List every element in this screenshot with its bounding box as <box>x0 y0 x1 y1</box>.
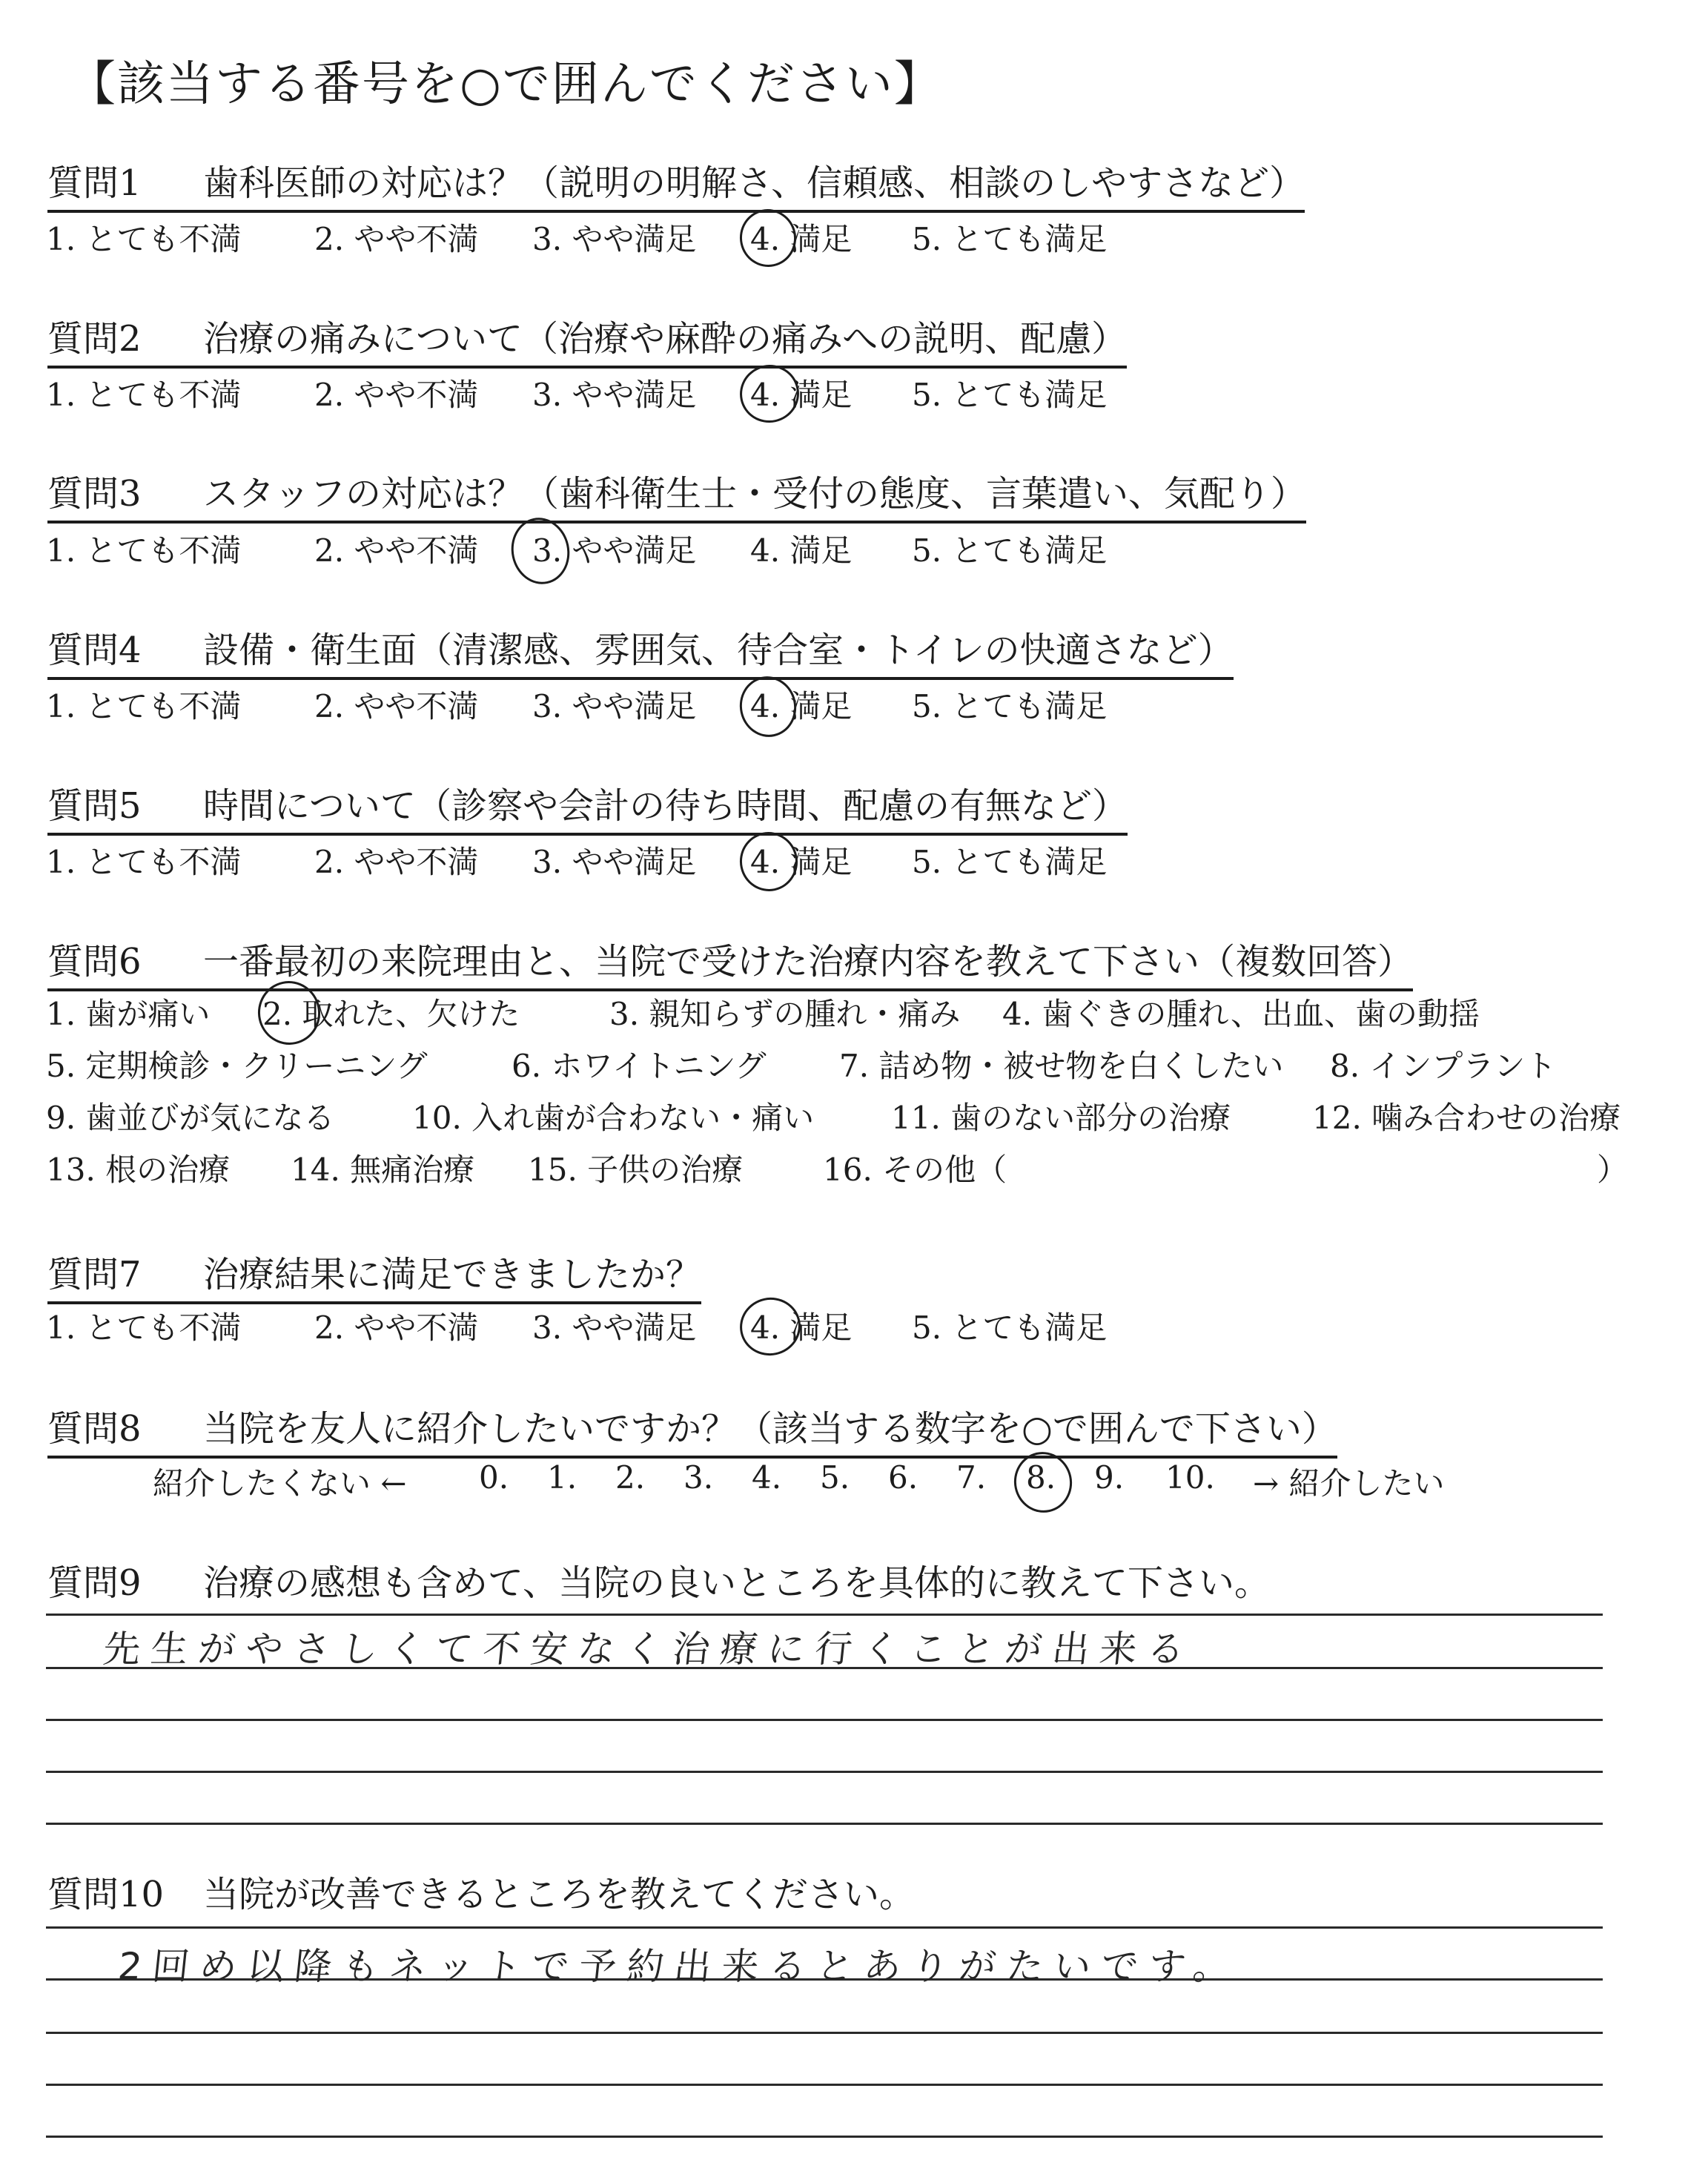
q3-option-2[interactable]: 2. やや不満 <box>314 532 479 569</box>
q8-option-5[interactable]: 5. <box>820 1459 850 1496</box>
q7-option-3[interactable]: 3. やや満足 <box>532 1309 697 1346</box>
q1-option-2[interactable]: 2. やや不満 <box>314 221 479 257</box>
question-6-text: 一番最初の来院理由と、当院で受けた治療内容を教えて下さい（複数回答） <box>203 941 1414 982</box>
question-10-text: 当院が改善できるところを教えてください。 <box>203 1874 916 1915</box>
question-8-label: 質問8 <box>47 1408 142 1450</box>
question-7-text: 治療結果に満足できましたか？ <box>203 1254 702 1295</box>
q3-option-5[interactable]: 5. とても満足 <box>912 532 1108 569</box>
q5-option-3[interactable]: 3. やや満足 <box>532 844 697 880</box>
question-4-label: 質問4 <box>47 630 142 671</box>
question-5-text: 時間について（診察や会計の待ち時間、配慮の有無など） <box>203 785 1128 827</box>
question-3-text: スタッフの対応は？（歯科衛生士・受付の態度、言葉遣い、気配り） <box>203 473 1307 515</box>
question-10-title <box>47 1866 915 1917</box>
question-6-label: 質問6 <box>47 941 142 982</box>
question-8-title <box>47 1400 1337 1459</box>
q9-answer-line-3 <box>46 1719 1603 1721</box>
question-2-label: 質問2 <box>47 318 142 360</box>
q8-option-2[interactable]: 2. <box>615 1459 646 1496</box>
q7-option-4[interactable]: 4. 満足 <box>750 1309 853 1346</box>
q6-option-6[interactable]: 6. ホワイトニング <box>512 1048 767 1084</box>
question-6-title <box>47 933 1413 991</box>
q3-option-3[interactable]: 3. やや満足 <box>532 532 697 569</box>
q3-selection-circle <box>505 512 575 589</box>
question-1-text: 歯科医師の対応は？（説明の明解さ、信頼感、相談のしやすさなど） <box>203 162 1305 204</box>
q6-option-7[interactable]: 7. 詰め物・被せ物を白くしたい <box>839 1048 1284 1084</box>
q7-option-5[interactable]: 5. とても満足 <box>912 1309 1108 1346</box>
q9-answer-line-1 <box>46 1614 1603 1616</box>
q8-left-label: 紹介したくない ← <box>153 1465 407 1502</box>
q10-answer-line-3 <box>46 2032 1603 2034</box>
question-9-text: 治療の感想も含めて、当院の良いところを具体的に教えて下さい。 <box>203 1562 1271 1604</box>
q9-handwritten-answer[interactable]: 先生がやさしくて不安なく治療に行くことが出来る <box>101 1628 1197 1671</box>
q6-option-5[interactable]: 5. 定期検診・クリーニング <box>46 1048 428 1084</box>
question-1-label: 質問1 <box>47 162 142 204</box>
question-5-title <box>47 777 1128 836</box>
q4-option-1[interactable]: 1. とても不満 <box>46 688 242 724</box>
q6-option-16[interactable]: 16. その他（ <box>823 1152 1007 1188</box>
q8-option-4[interactable]: 4. <box>752 1459 782 1496</box>
q6-option-8[interactable]: 8. インプラント <box>1330 1048 1557 1084</box>
q9-answer-line-4 <box>46 1771 1603 1773</box>
question-4-title <box>47 621 1234 680</box>
q8-option-8[interactable]: 8. <box>1026 1459 1056 1496</box>
q2-option-4[interactable]: 4. 満足 <box>750 377 853 413</box>
q1-option-3[interactable]: 3. やや満足 <box>532 221 697 257</box>
q1-option-1[interactable]: 1. とても不満 <box>46 221 242 257</box>
question-3-label: 質問3 <box>47 473 142 515</box>
question-8-text: 当院を友人に紹介したいですか？（該当する数字を○で囲んで下さい） <box>203 1408 1337 1450</box>
q3-option-4[interactable]: 4. 満足 <box>750 532 853 569</box>
q2-option-2[interactable]: 2. やや不満 <box>314 377 479 413</box>
q1-option-5[interactable]: 5. とても満足 <box>912 221 1108 257</box>
q6-option-11[interactable]: 11. 歯のない部分の治療 <box>891 1100 1231 1136</box>
q10-answer-line-4 <box>46 2084 1603 2086</box>
question-7-label: 質問7 <box>47 1254 142 1295</box>
q8-option-10[interactable]: 10. <box>1165 1459 1215 1496</box>
q8-right-label: → 紹介したい <box>1253 1465 1445 1502</box>
q6-option-1[interactable]: 1. 歯が痛い <box>46 996 211 1032</box>
q6-option-3[interactable]: 3. 親知らずの腫れ・痛み <box>609 996 961 1032</box>
q10-handwritten-answer[interactable]: 2回め以降もネットで予約出来るとありがたいです。 <box>116 1945 1243 1988</box>
q3-option-1[interactable]: 1. とても不満 <box>46 532 242 569</box>
q6-option-9[interactable]: 9. 歯並びが気になる <box>46 1100 335 1136</box>
q6-other-close: ） <box>1597 1152 1629 1188</box>
q7-option-2[interactable]: 2. やや不満 <box>314 1309 479 1346</box>
q2-option-3[interactable]: 3. やや満足 <box>532 377 697 413</box>
q8-option-6[interactable]: 6. <box>888 1459 918 1496</box>
q8-option-0[interactable]: 0. <box>479 1459 509 1496</box>
q5-option-2[interactable]: 2. やや不満 <box>314 844 479 880</box>
q6-option-2[interactable]: 2. 取れた、欠けた <box>262 996 520 1032</box>
q5-selection-circle <box>735 827 804 896</box>
question-5-label: 質問5 <box>47 785 142 827</box>
q1-option-4[interactable]: 4. 満足 <box>750 221 853 257</box>
q4-option-4[interactable]: 4. 満足 <box>750 688 853 724</box>
q1-selection-circle <box>735 204 802 272</box>
q7-option-1[interactable]: 1. とても不満 <box>46 1309 242 1346</box>
q2-option-5[interactable]: 5. とても満足 <box>912 377 1108 413</box>
q8-option-9[interactable]: 9. <box>1094 1459 1125 1496</box>
q8-option-7[interactable]: 7. <box>956 1459 987 1496</box>
q6-option-4[interactable]: 4. 歯ぐきの腫れ、出血、歯の動揺 <box>1002 996 1480 1032</box>
q2-option-1[interactable]: 1. とても不満 <box>46 377 242 413</box>
question-2-title <box>47 310 1127 369</box>
q8-option-1[interactable]: 1. <box>547 1459 577 1496</box>
q4-option-5[interactable]: 5. とても満足 <box>912 688 1108 724</box>
question-3-title <box>47 465 1306 524</box>
q6-option-13[interactable]: 13. 根の治療 <box>46 1152 231 1188</box>
q6-option-10[interactable]: 10. 入れ歯が合わない・痛い <box>412 1100 815 1136</box>
question-10-label: 質問10 <box>47 1874 165 1915</box>
q10-answer-line-5 <box>46 2136 1603 2138</box>
q10-answer-line-1 <box>46 1926 1603 1929</box>
q8-option-3[interactable]: 3. <box>683 1459 714 1496</box>
q6-option-14[interactable]: 14. 無痛治療 <box>291 1152 475 1188</box>
question-1-title <box>47 154 1305 213</box>
q2-selection-circle <box>735 360 804 429</box>
q5-option-5[interactable]: 5. とても満足 <box>912 844 1108 880</box>
question-9-label: 質問9 <box>47 1562 142 1604</box>
q5-option-4[interactable]: 4. 満足 <box>750 844 853 880</box>
q6-option-15[interactable]: 15. 子供の治療 <box>528 1152 744 1188</box>
q5-option-1[interactable]: 1. とても不満 <box>46 844 242 880</box>
q4-option-3[interactable]: 3. やや満足 <box>532 688 697 724</box>
question-4-text: 設備・衛生面（清潔感、雰囲気、待合室・トイレの快適さなど） <box>203 630 1234 671</box>
q4-option-2[interactable]: 2. やや不満 <box>314 688 479 724</box>
page-heading: 【該当する番号を○で囲んでください】 <box>68 57 943 112</box>
q7-selection-circle <box>735 1292 806 1361</box>
q9-answer-line-5 <box>46 1823 1603 1825</box>
question-9-title <box>47 1554 1270 1605</box>
question-7-title <box>47 1246 701 1304</box>
q6-option-12[interactable]: 12. 噛み合わせの治療 <box>1312 1100 1621 1136</box>
question-2-text: 治療の痛みについて（治療や麻酔の痛みへの説明、配慮） <box>203 318 1128 360</box>
